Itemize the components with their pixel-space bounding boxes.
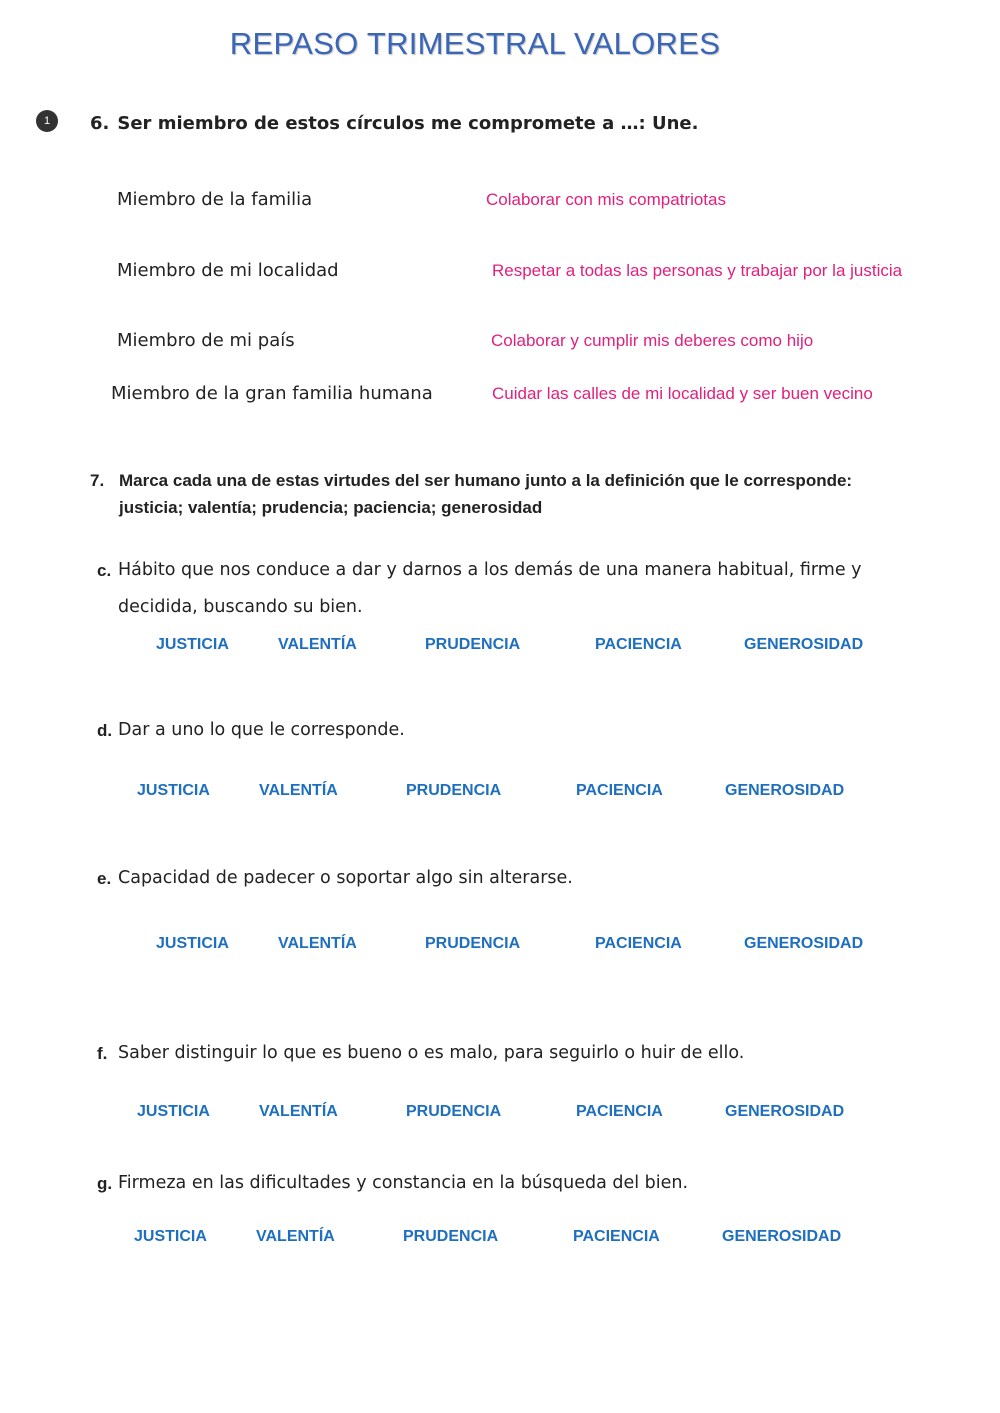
match-right-item[interactable]: Colaborar y cumplir mis deberes como hijo — [491, 331, 814, 350]
item-definition: Capacidad de padecer o soportar algo sin alterarse. — [118, 868, 573, 888]
item-letter: e. — [97, 869, 112, 888]
question-6-number: 6. — [90, 113, 110, 134]
option-valentia[interactable]: VALENTÍA — [259, 1103, 338, 1120]
question-6 — [90, 113, 698, 134]
question-7 — [90, 467, 910, 521]
option-prudencia[interactable]: PRUDENCIA — [406, 1103, 502, 1120]
match-left-item[interactable]: Miembro de mi país — [117, 330, 295, 351]
match-left-item[interactable]: Miembro de mi localidad — [117, 260, 339, 281]
option-paciencia[interactable]: PACIENCIA — [595, 636, 682, 653]
option-paciencia[interactable]: PACIENCIA — [576, 1103, 663, 1120]
question-6-text: Ser miembro de estos círculos me compromete a …: Une. — [117, 113, 699, 134]
option-justicia[interactable]: JUSTICIA — [134, 1228, 207, 1245]
option-paciencia[interactable]: PACIENCIA — [573, 1228, 660, 1245]
item-definition: Hábito que nos conduce a dar y darnos a los demás de una manera habitual, firme y decidida, buscando su bien. — [118, 560, 862, 617]
match-right-item[interactable]: Cuidar las calles de mi localidad y ser buen vecino — [492, 384, 873, 403]
option-prudencia[interactable]: PRUDENCIA — [425, 935, 521, 952]
match-left-item[interactable]: Miembro de la gran familia humana — [111, 383, 433, 404]
option-prudencia[interactable]: PRUDENCIA — [425, 636, 521, 653]
option-paciencia[interactable]: PACIENCIA — [576, 782, 663, 799]
question-7-text: Marca cada una de estas virtudes del ser humano junto a la definición que le corresponde: justicia; valentía; prudencia; paciencia; generosidad — [119, 471, 853, 517]
option-justicia[interactable]: JUSTICIA — [137, 1103, 210, 1120]
option-valentia[interactable]: VALENTÍA — [256, 1228, 335, 1245]
option-generosidad[interactable]: GENEROSIDAD — [725, 1103, 845, 1120]
option-justicia[interactable]: JUSTICIA — [137, 782, 210, 799]
item-letter: d. — [97, 721, 113, 740]
question-7-number: 7. — [90, 471, 105, 490]
question-number-badge: 1 — [36, 110, 58, 132]
item-letter: f. — [97, 1044, 108, 1063]
option-valentia[interactable]: VALENTÍA — [278, 636, 357, 653]
option-prudencia[interactable]: PRUDENCIA — [403, 1228, 499, 1245]
option-generosidad[interactable]: GENEROSIDAD — [744, 935, 864, 952]
option-paciencia[interactable]: PACIENCIA — [595, 935, 682, 952]
item-letter: c. — [97, 561, 112, 580]
option-generosidad[interactable]: GENEROSIDAD — [722, 1228, 842, 1245]
item-letter: g. — [97, 1174, 113, 1193]
match-right-item[interactable]: Colaborar con mis compatriotas — [486, 190, 726, 209]
item-definition: Saber distinguir lo que es bueno o es malo, para seguirlo o huir de ello. — [118, 1043, 745, 1063]
item-definition: Firmeza en las dificultades y constancia en la búsqueda del bien. — [118, 1173, 689, 1193]
option-justicia[interactable]: JUSTICIA — [156, 636, 229, 653]
match-right-item[interactable]: Respetar a todas las personas y trabajar por la justicia — [492, 261, 903, 280]
item-definition: Dar a uno lo que le corresponde. — [118, 720, 405, 740]
option-valentia[interactable]: VALENTÍA — [278, 935, 357, 952]
match-left-item[interactable]: Miembro de la familia — [117, 189, 313, 210]
page-title: REPASO TRIMESTRAL VALORES — [229, 26, 721, 61]
option-generosidad[interactable]: GENEROSIDAD — [725, 782, 845, 799]
option-prudencia[interactable]: PRUDENCIA — [406, 782, 502, 799]
option-justicia[interactable]: JUSTICIA — [156, 935, 229, 952]
option-valentia[interactable]: VALENTÍA — [259, 782, 338, 799]
option-generosidad[interactable]: GENEROSIDAD — [744, 636, 864, 653]
